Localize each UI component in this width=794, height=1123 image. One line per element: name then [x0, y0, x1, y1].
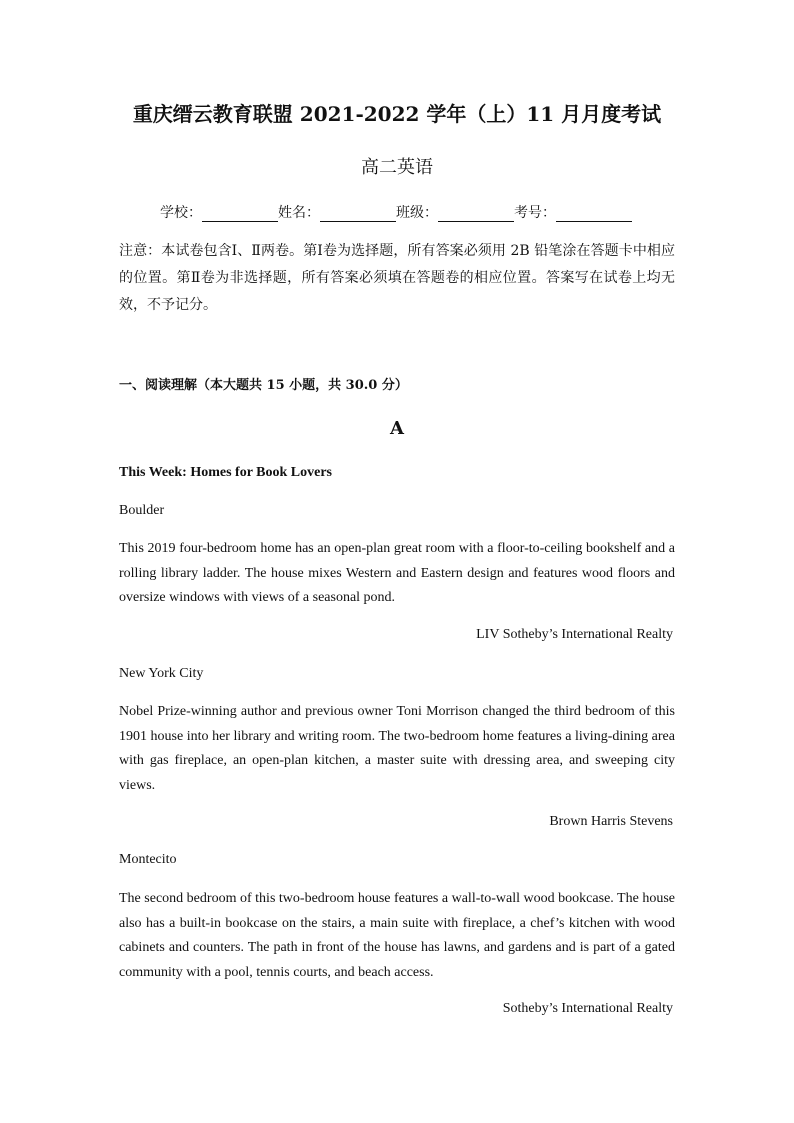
listing-description: This 2019 four-bedroom home has an open-plan great room with a floor-to-ceiling bookshelf and a rolling library ladder. The house mixes Western and Eastern design and features wood floors and oversize windows with views of a seasonal pond.: [119, 541, 675, 605]
article-title: This Week: Homes for Book Lovers: [119, 465, 332, 480]
exam-number-blank[interactable]: [556, 207, 632, 222]
listing-description: The second bedroom of this two-bedroom house features a wall-to-wall wood bookcase. The house also has a built-in bookcase on the stairs, a main suite with fireplace, a chef’s kitchen with wood cabinets and counters. The path in front of the house has lawns, and gardens and is part of a gated community with a pool, tennis courts, and beach access.: [119, 891, 675, 980]
school-label: 学校：: [160, 205, 202, 221]
listing-agent: LIV Sotheby’s International Realty: [476, 627, 673, 642]
exam-number-label: 考号：: [514, 205, 556, 221]
part-letter: A: [390, 418, 404, 439]
class-label: 班级：: [396, 205, 438, 221]
listing-agent: Sotheby’s International Realty: [502, 1001, 673, 1016]
exam-notice: 注意：本试卷包含Ⅰ、Ⅱ两卷。第Ⅰ卷为选择题，所有答案必须用 2B 铅笔涂在答题卡中相应的位置。第Ⅱ卷为非选择题，所有答案必须填在答题卷的相应位置。答案写在试卷上均无效，不予记分。: [119, 243, 675, 313]
name-blank[interactable]: [320, 207, 396, 222]
listing-agent: Brown Harris Stevens: [549, 814, 673, 829]
listing-place: Montecito: [119, 852, 177, 867]
exam-subject: 高二英语: [361, 157, 433, 178]
class-field: [396, 202, 514, 222]
exam-number-field: [514, 202, 632, 222]
name-label: 姓名：: [278, 205, 320, 221]
listing-description: Nobel Prize-winning author and previous owner Toni Morrison changed the third bedroom of this 1901 house into her library and writing room. The two-bedroom home features a living-dining area with gas fireplace, an open-plan kitchen, a master suite with dressing area, and sweeping city views.: [119, 704, 675, 793]
school-blank[interactable]: [202, 207, 278, 222]
section-heading: 一、阅读理解（本大题共 15 小题，共 30.0 分）: [119, 378, 408, 393]
listing-place: New York City: [119, 666, 204, 681]
school-field: [160, 202, 278, 222]
listing-place: Boulder: [119, 503, 165, 518]
student-info-line: [160, 202, 632, 222]
class-blank[interactable]: [438, 207, 514, 222]
name-field: [278, 202, 396, 222]
exam-title: 重庆缙云教育联盟 2021-2022 学年（上）11 月月度考试: [132, 102, 662, 126]
